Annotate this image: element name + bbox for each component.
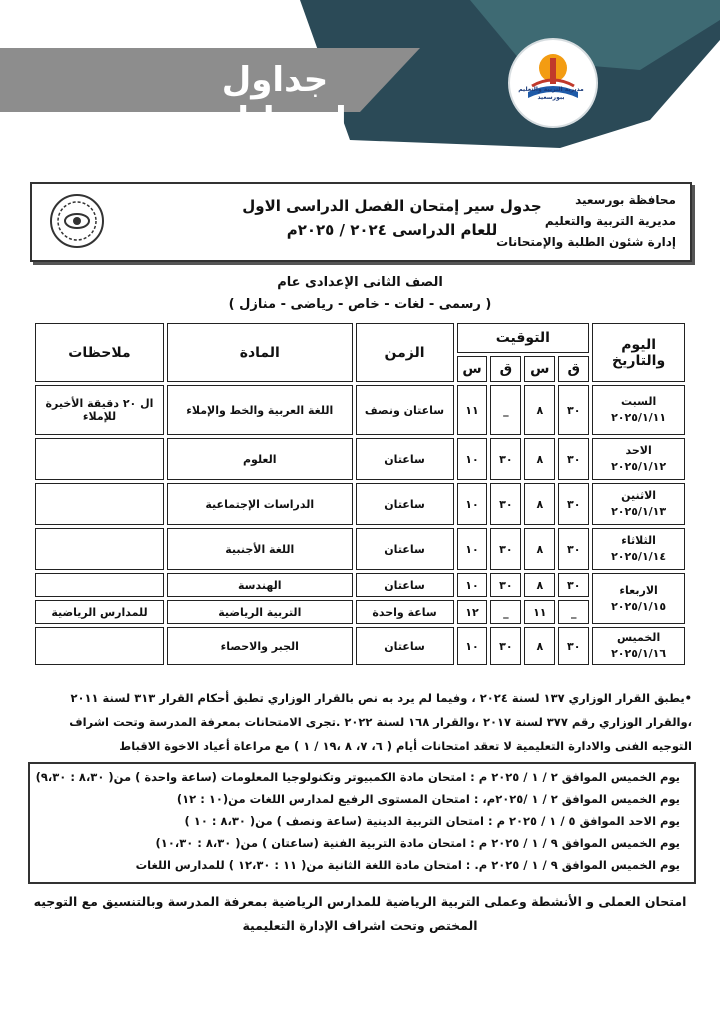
table-row <box>35 483 685 525</box>
end-hours: ١٠ <box>457 438 488 480</box>
day-cell: الثلاثاء ٢٠٢٥/١/١٤ <box>592 528 685 570</box>
schedule-title-line2: للعام الدراسى ٢٠٢٤ / ٢٠٢٥م <box>286 221 498 239</box>
header-minutes-end: ق <box>490 356 521 382</box>
start-hours: ٨ <box>524 438 555 480</box>
subject-cell: التربية الرياضية <box>167 600 353 624</box>
duration-cell: ساعتان <box>356 627 454 665</box>
regulations-note <box>28 686 692 758</box>
start-hours: ٨ <box>524 627 555 665</box>
duration-cell: ساعتان <box>356 438 454 480</box>
end-minutes: ٣٠ <box>490 528 521 570</box>
document-header <box>30 182 692 262</box>
page-banner-title: جداول امتحانات <box>203 60 347 140</box>
start-minutes: ٣٠ <box>558 483 589 525</box>
extra-exam-row: يوم الخميس الموافق ٩ / ١ / ٢٠٢٥ م. : امتحان مادة اللغة الثانية من( ١١ : ١٢،٣٠ ) للمدارس اللغات <box>135 858 680 872</box>
end-hours: ١٠ <box>457 627 488 665</box>
book-icon <box>510 40 596 126</box>
table-row <box>35 438 685 480</box>
start-minutes: ٣٠ <box>558 385 589 435</box>
duration-cell: ساعتان <box>356 483 454 525</box>
end-hours: ١٠ <box>457 483 488 525</box>
subject-cell: الجبر والاحصاء <box>167 627 353 665</box>
end-minutes: _ <box>490 600 521 624</box>
table-row <box>35 528 685 570</box>
day-cell: الاربعاء ٢٠٢٥/١/١٥ <box>592 573 685 624</box>
notes-cell: ال ٢٠ دقيقة الأخيرة للإملاء <box>35 385 164 435</box>
start-hours: ٨ <box>524 573 555 597</box>
start-minutes: ٣٠ <box>558 528 589 570</box>
header-subject: المادة <box>167 323 353 382</box>
header-notes: ملاحظات <box>35 323 164 382</box>
grade-line: الصف الثانى الإعدادى عام <box>277 275 443 290</box>
exam-schedule-table <box>32 320 688 668</box>
subject-cell: العلوم <box>167 438 353 480</box>
notes-cell <box>35 438 164 480</box>
duration-cell: ساعتان <box>356 573 454 597</box>
day-cell: الخميس ٢٠٢٥/١/١٦ <box>592 627 685 665</box>
practical-exams-note <box>28 890 692 938</box>
school-types-line: ( رسمى - لغات - خاص - رياضى - منازل ) <box>228 297 492 312</box>
note-line: •يطبق القرار الوزاري ١٣٧ لسنة ٢٠٢٤ ، وفيما لم يرد به نص بالقرار الوزاري تطبق أحكام القرار ٣١٣ لسنة ٢٠١١ <box>70 691 692 705</box>
header-timing: التوقيت <box>457 323 590 353</box>
end-minutes: ٣٠ <box>490 438 521 480</box>
footer-line: المختص وتحت اشراف الإدارة التعليمية <box>242 918 478 933</box>
end-hours: ١٠ <box>457 573 488 597</box>
logo-caption: مديرية التربية والتعليم ببورسعيد <box>518 86 584 101</box>
subject-cell: اللغة العربية والخط والإملاء <box>167 385 353 435</box>
start-minutes: ٣٠ <box>558 573 589 597</box>
extra-exam-row: يوم الاحد الموافق ٥ / ١ / ٢٠٢٥ م : امتحان التربية الدينية (ساعة ونصف ) من( ٨،٣٠ : ١٠ ) <box>184 814 680 828</box>
issuer-governorate: محافظة بورسعيد <box>575 193 676 207</box>
header-day: اليوم والتاريخ <box>592 323 685 382</box>
end-hours: ١١ <box>457 385 488 435</box>
day-cell: الاحد ٢٠٢٥/١/١٢ <box>592 438 685 480</box>
header-hours-end: س <box>457 356 488 382</box>
footer-line: امتحان العملى و الأنشطة وعملى التربية الرياضية للمدارس الرياضية بمعرفة المدرسة وبالتنسيق مع التوجيه <box>33 894 687 909</box>
additional-exams-box <box>28 762 696 884</box>
extra-exam-row: يوم الخميس الموافق ٢ / ١ / ٢٠٢٥ م : امتحان مادة الكمبيوتر وتكنولوجيا المعلومات (ساعة واحدة ) من( ٨،٣٠ : ٩،٣٠) <box>35 770 680 784</box>
header-duration: الزمن <box>356 323 454 382</box>
header-minutes-start: ق <box>558 356 589 382</box>
table-row <box>35 385 685 435</box>
subject-cell: اللغة الأجنبية <box>167 528 353 570</box>
notes-cell <box>35 573 164 597</box>
end-hours: ١٠ <box>457 528 488 570</box>
start-hours: ٨ <box>524 528 555 570</box>
end-hours: ١٢ <box>457 600 488 624</box>
end-minutes: _ <box>490 385 521 435</box>
table-row <box>35 573 685 597</box>
day-cell: السبت ٢٠٢٥/١/١١ <box>592 385 685 435</box>
start-hours: ١١ <box>524 600 555 624</box>
end-minutes: ٣٠ <box>490 627 521 665</box>
start-minutes: ٣٠ <box>558 438 589 480</box>
subject-cell: الهندسة <box>167 573 353 597</box>
duration-cell: ساعة واحدة <box>356 600 454 624</box>
header-hours-start: س <box>524 356 555 382</box>
notes-cell <box>35 483 164 525</box>
seal-icon <box>46 192 108 250</box>
duration-cell: ساعتان <box>356 528 454 570</box>
issuer-department: إدارة شئون الطلبة والإمتحانات <box>496 235 676 249</box>
schedule-title <box>242 194 542 242</box>
table-row <box>35 627 685 665</box>
end-minutes: ٣٠ <box>490 573 521 597</box>
grade-heading <box>0 272 720 316</box>
start-hours: ٨ <box>524 385 555 435</box>
table-row <box>35 600 685 624</box>
note-line: ،والقرار الوزاري رقم ٣٧٧ لسنة ٢٠١٧ ،والقرار ١٦٨ لسنة ٢٠٢٢ .تجرى الامتحانات بمعرفة المدرسة وتحت اشراف <box>69 715 692 729</box>
end-minutes: ٣٠ <box>490 483 521 525</box>
notes-cell: للمدارس الرياضية <box>35 600 164 624</box>
schedule-title-line1: جدول سير إمتحان الفصل الدراسى الاول <box>242 197 542 215</box>
directorate-logo <box>508 38 598 128</box>
start-hours: ٨ <box>524 483 555 525</box>
extra-exam-row: يوم الخميس الموافق ٩ / ١ / ٢٠٢٥ م : امتحان مادة التربية الفنية (ساعتان ) من( ٨،٣٠ : ١٠،٣٠) <box>155 836 680 850</box>
duration-cell: ساعتان ونصف <box>356 385 454 435</box>
day-cell: الاثنين ٢٠٢٥/١/١٣ <box>592 483 685 525</box>
note-line: التوجيه الفنى والادارة التعليمية لا تعقد امتحانات أيام ( ٦، ٧، ٨ ،١٩ / ١ ) مع مراعاة أعياد الاخوة الاقباط <box>119 739 692 753</box>
extra-exam-row: يوم الخميس الموافق ٢ / ١ /٢٠٢٥م، : امتحان المستوى الرفيع لمدارس اللغات من(١٠ : ١٢) <box>176 792 680 806</box>
subject-cell: الدراسات الإجتماعية <box>167 483 353 525</box>
notes-cell <box>35 528 164 570</box>
issuer-directorate: مديرية التربية والتعليم <box>544 214 676 228</box>
notes-cell <box>35 627 164 665</box>
start-minutes: _ <box>558 600 589 624</box>
start-minutes: ٣٠ <box>558 627 589 665</box>
